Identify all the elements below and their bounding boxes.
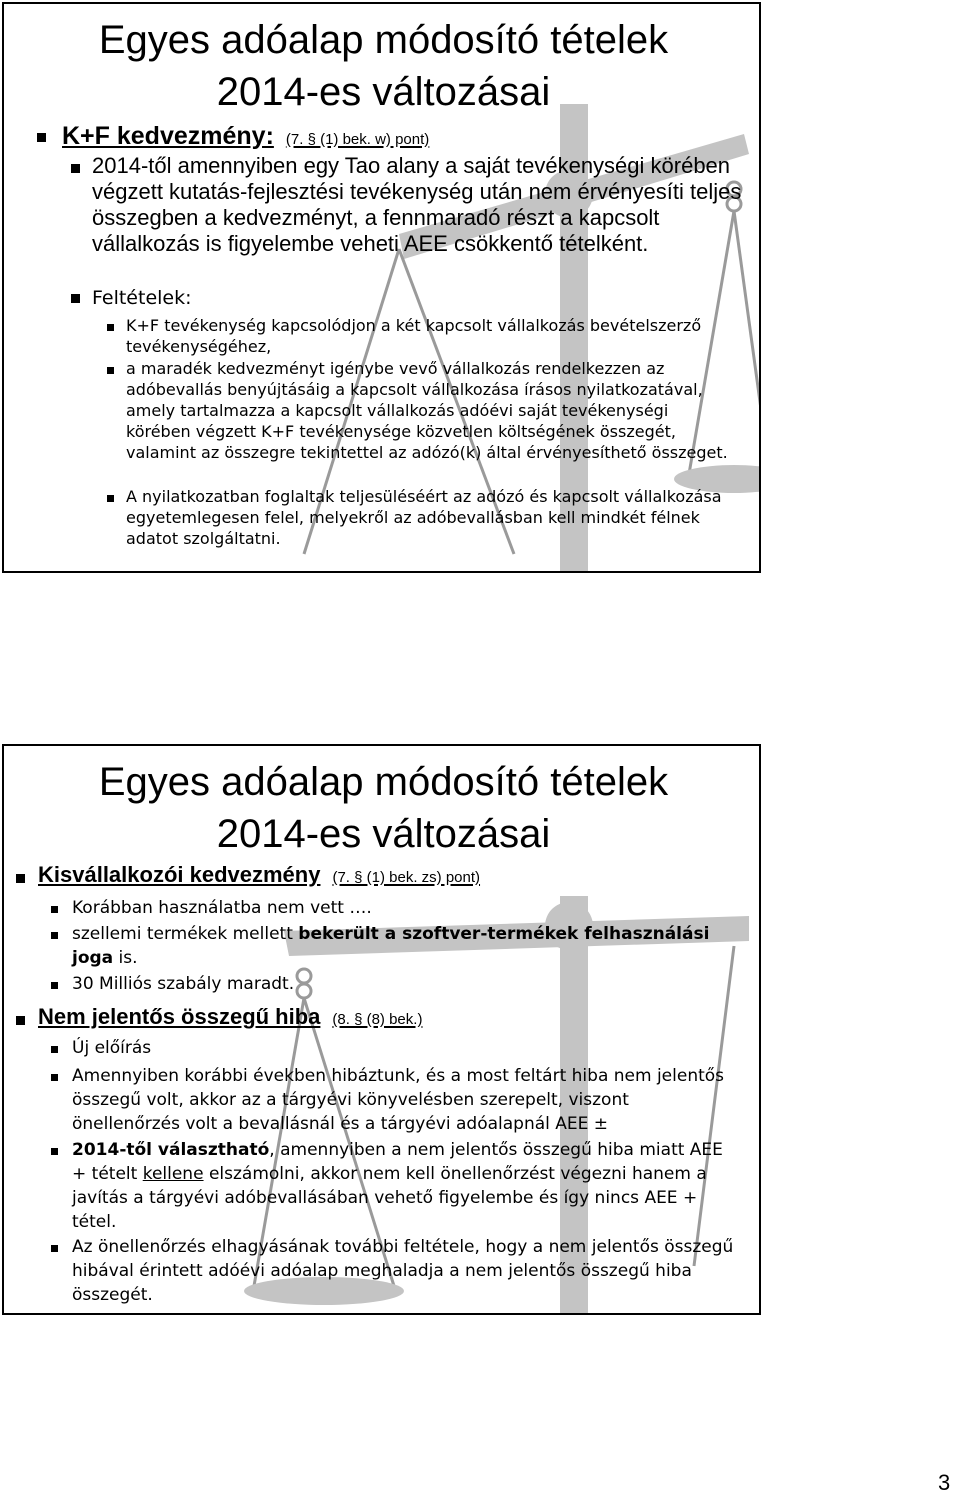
bullet-icon	[107, 324, 114, 331]
bullet-icon	[107, 495, 114, 502]
list-item-7: Az önellenőrzés elhagyásának további feltétele, hogy a nem jelentős összegű hibával érintett adóévi adóalap meghaladja a nem jelentős összegű hiba összegét.	[72, 1237, 734, 1305]
bullet-icon	[51, 906, 58, 913]
bullet-icon	[51, 932, 58, 939]
bullet-icon	[16, 874, 25, 883]
list-item-5: Amennyiben korábbi években hibáztunk, és a most feltárt hiba nem jelentős összegű volt, akkor az a tárgyévi könyvelésben szerepelt, viszont önellenőrzés volt a bevallásnál és a tárgyévi adóalapnál AEE ±	[72, 1066, 725, 1134]
list-item-2: szellemi termékek mellett bekerült a szoftver-termékek felhasználási joga is.	[72, 924, 710, 968]
bullet-icon	[71, 164, 80, 173]
section-ref: (7. § (1) bek. w) pont)	[285, 131, 430, 148]
slide-title-line1: Egyes adóalap módosító tételek	[98, 18, 669, 62]
paragraph-kf-rule: 2014-től amennyiben egy Tao alany a saját tevékenységi körében végzett kutatás-fejlesztési tevékenység után nem érvényesíti teljes összegben a kedvezményt, a fennmaradó részt a kapcsolt vállalkozás is figyelembe veheti AEE csökkentő tételként.	[92, 153, 742, 256]
condition-item-1: K+F tevékenység kapcsolódjon a két kapcsolt vállalkozás bevételszerző tevékenységéhez,	[126, 316, 702, 356]
conditions-label: Feltételek:	[92, 287, 192, 309]
condition-item-3: A nyilatkozatban foglaltak teljesüléséért az adózó és kapcsolt vállalkozása egyetemlegesen felel, melyekről az adóbevallásban kell mindkét félnek adatot szolgáltatni.	[126, 487, 722, 548]
bullet-icon	[51, 1074, 58, 1081]
list-item-4: Új előírás	[72, 1038, 152, 1058]
section-ref: (7. § (1) bek. zs) pont)	[332, 869, 481, 886]
condition-item-2: a maradék kedvezményt igénybe vevő vállalkozás rendelkezzen az adóbevallás benyújtásáig a kapcsolt vállalkozása írásos nyilatkozatával, amely tartalmazza a kapcsolt vállalkozás adóévi saját tevékenységi körében végzett K+F tevékenysége közvetlen költségének összegét, valamint az összegre tekintettel az adózó(k) által érvényesíthető összeget.	[126, 359, 728, 462]
list-item-1: Korábban használatba nem vett ….	[72, 898, 372, 918]
bullet-icon	[107, 367, 114, 374]
section-heading-minor-error: Nem jelentős összegű hiba (8. § (8) bek.)	[38, 1004, 423, 1029]
list-item-3: 30 Milliós szabály maradt.	[72, 974, 295, 994]
list-item-6: 2014-től választható, amennyiben a nem jelentős összegű hiba miatt AEE + tételt kellene elszámolni, akkor nem kell önellenőrzést végezni hanem a javítás a tárgyévi adóbevallásában vehető figyelembe és így nincs AEE + tétel.	[72, 1140, 723, 1232]
bullet-icon	[51, 982, 58, 989]
bullet-icon	[16, 1016, 25, 1025]
bullet-icon	[51, 1245, 58, 1252]
section-ref: (8. § (8) bek.)	[332, 1011, 423, 1028]
bullet-icon	[51, 1148, 58, 1155]
section-heading-small-business: Kisvállalkozói kedvezmény (7. § (1) bek. zs) pont)	[38, 862, 481, 887]
slide-title-line2: 2014-es változásai	[216, 812, 551, 856]
section-heading-kf: K+F kedvezmény: (7. § (1) bek. w) pont)	[62, 122, 430, 150]
bullet-icon	[71, 294, 80, 303]
page-number: 3	[938, 1470, 951, 1495]
bullet-icon	[51, 1046, 58, 1053]
bullet-icon	[37, 133, 46, 142]
slide-title-line2: 2014-es változásai	[216, 70, 551, 114]
slide-title-line1: Egyes adóalap módosító tételek	[98, 760, 669, 804]
slide-2	[2, 744, 761, 1315]
slide-1	[2, 2, 761, 573]
